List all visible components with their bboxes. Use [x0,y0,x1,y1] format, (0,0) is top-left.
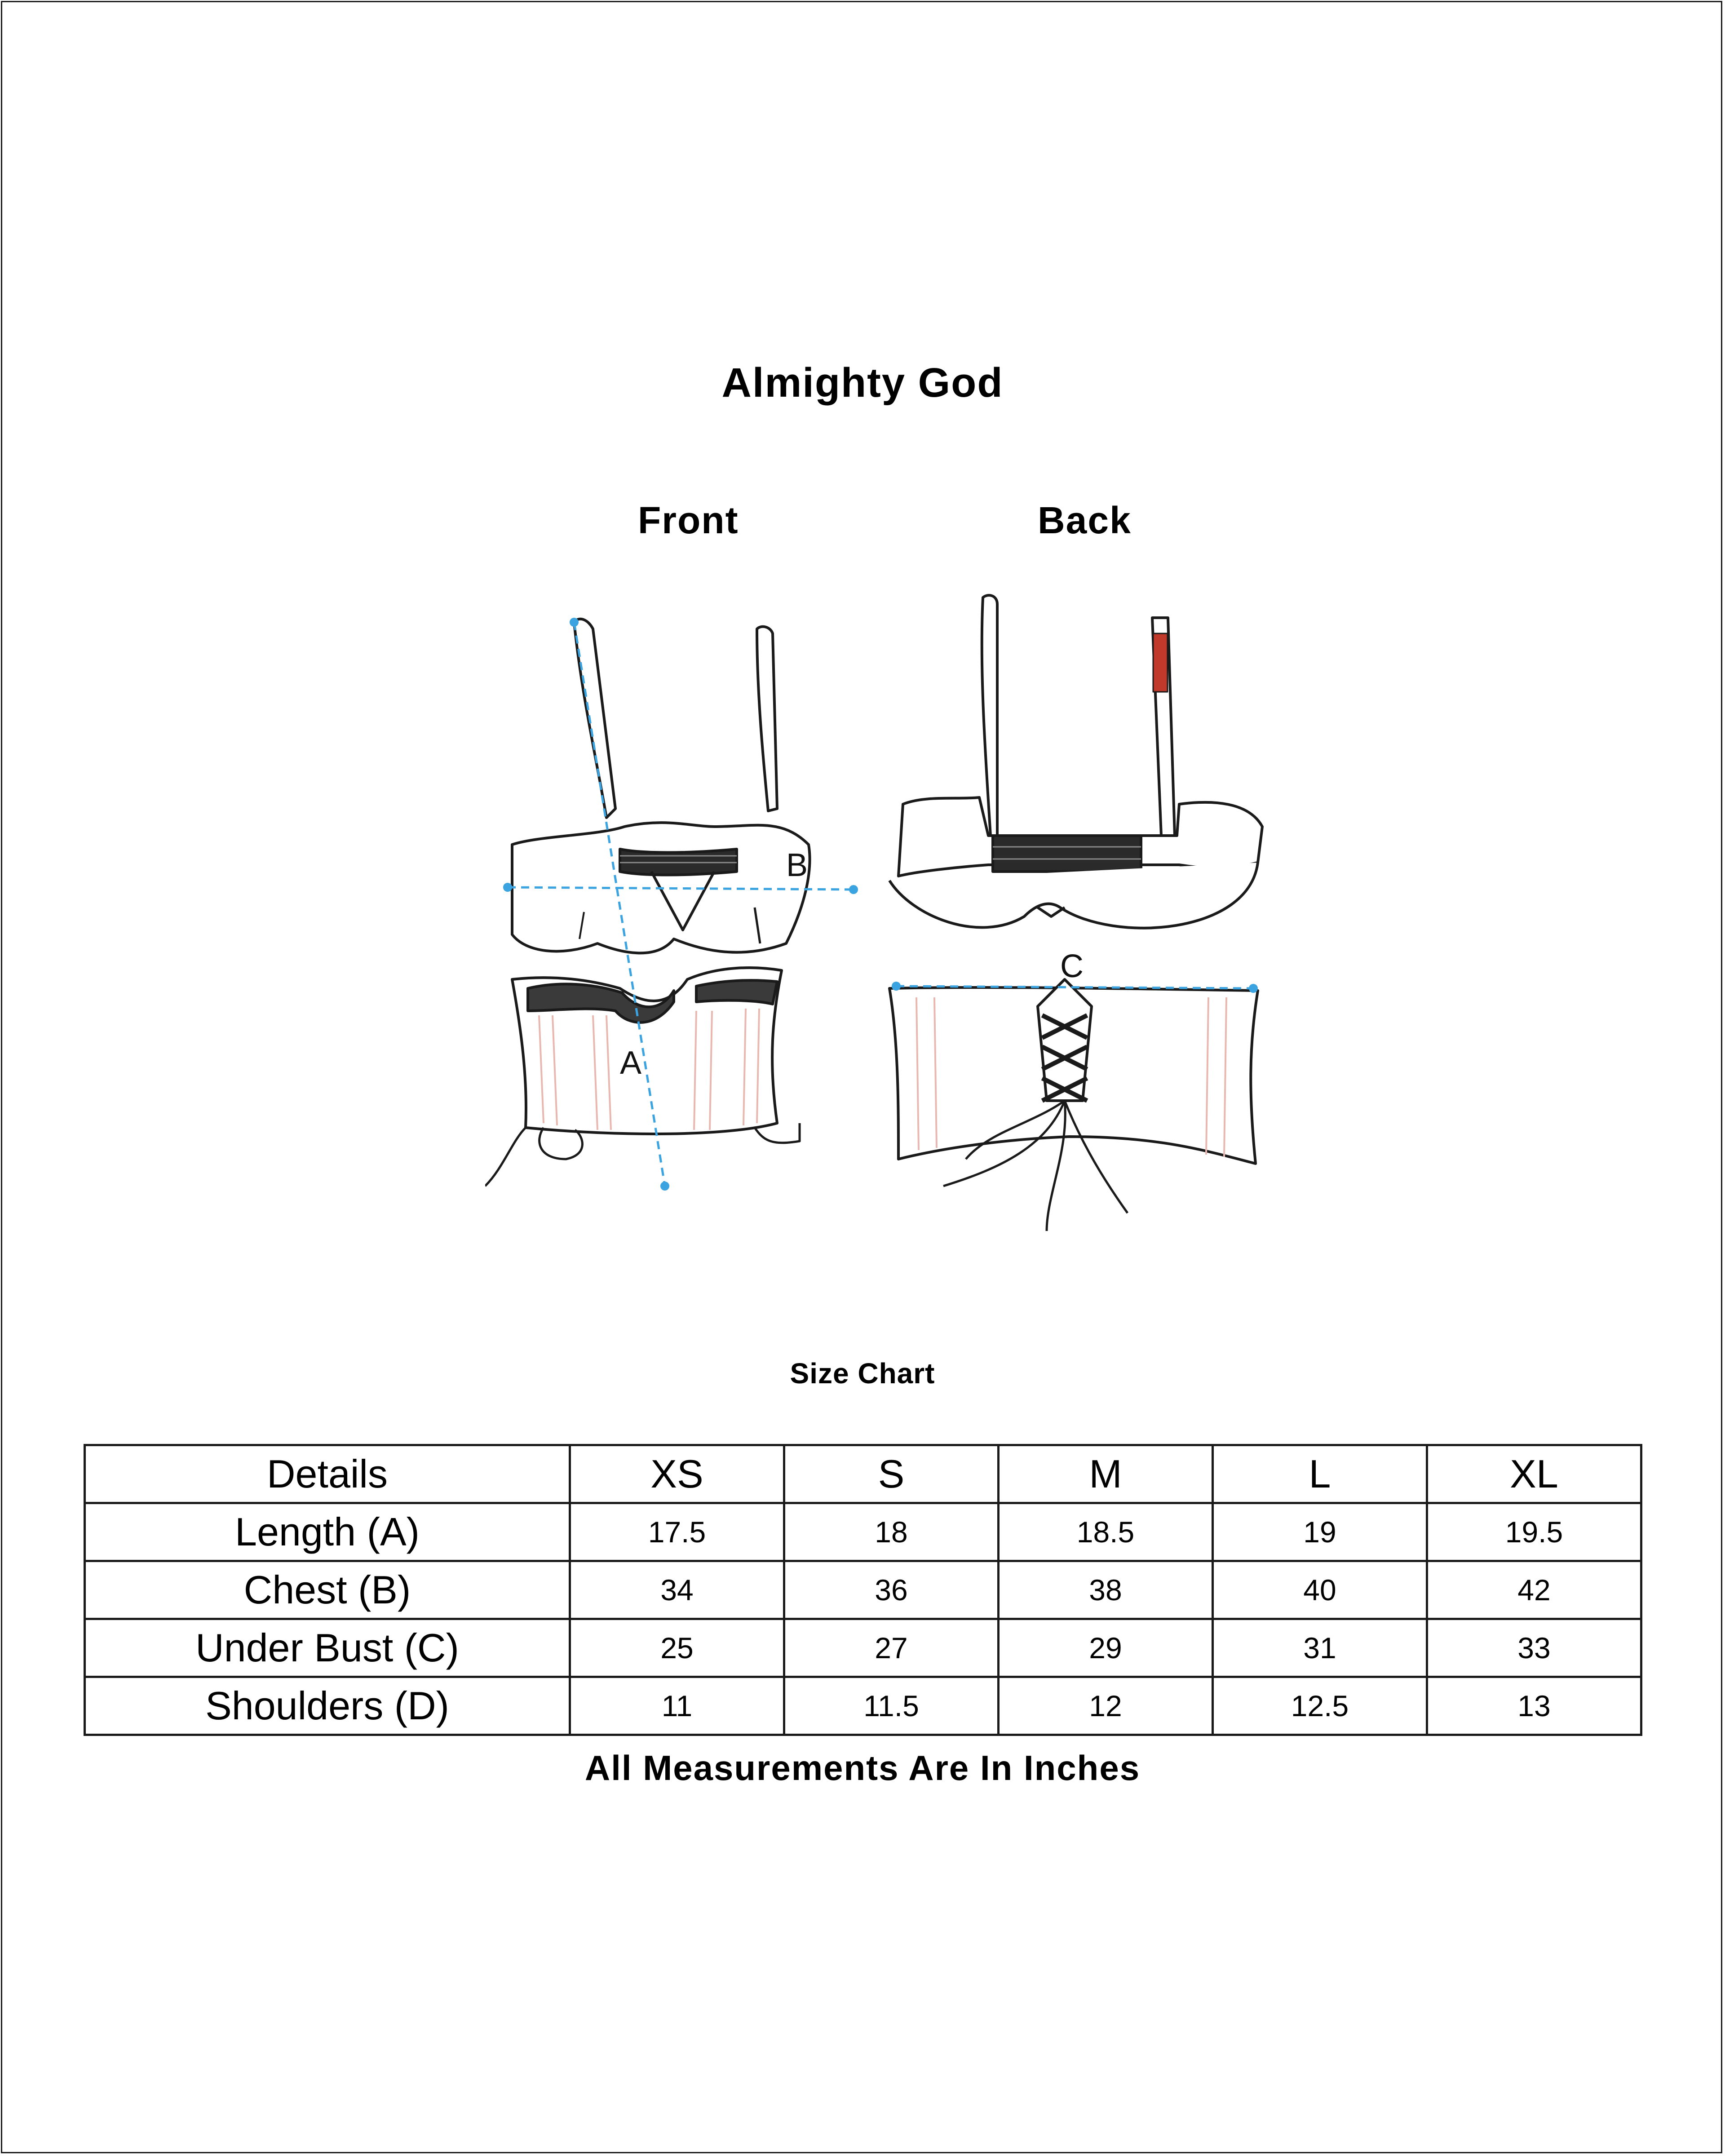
row-label: Under Bust (C) [85,1619,570,1677]
front-view-label: Front [638,499,739,541]
header-xs: XS [570,1445,784,1503]
header-xl: XL [1427,1445,1641,1503]
table-cell: 33 [1427,1619,1641,1677]
row-label: Chest (B) [85,1561,570,1619]
header-s: S [784,1445,999,1503]
table-cell: 31 [1213,1619,1427,1677]
table-header-row [85,1445,1641,1503]
table-cell: 12.5 [1213,1677,1427,1735]
row-label: Length (A) [85,1503,570,1561]
table-cell: 40 [1213,1561,1427,1619]
size-chart-caption: Size Chart [790,1357,935,1390]
table-cell: 11 [570,1677,784,1735]
page-title: Almighty God [721,360,1004,406]
marker-c: C [1060,948,1084,984]
table-cell: 18 [784,1503,999,1561]
table-cell: 25 [570,1619,784,1677]
table-cell: 36 [784,1561,999,1619]
table-cell: 19.5 [1427,1503,1641,1561]
back-garment-drawing [889,595,1262,1231]
table-row [85,1677,1641,1735]
units-note: All Measurements Are In Inches [584,1748,1141,1788]
size-table [84,1444,1642,1736]
row-label: Shoulders (D) [85,1677,570,1735]
header-m: M [999,1445,1213,1503]
table-cell: 11.5 [784,1677,999,1735]
table-cell: 18.5 [999,1503,1213,1561]
front-garment-drawing [485,619,810,1186]
brand-tag [1153,633,1168,692]
marker-b: B [786,847,808,883]
table-row [85,1619,1641,1677]
garment-illustration [485,584,1307,1303]
table-cell: 34 [570,1561,784,1619]
table-row [85,1561,1641,1619]
table-cell: 42 [1427,1561,1641,1619]
table-cell: 38 [999,1561,1213,1619]
marker-a: A [620,1045,642,1081]
back-view-label: Back [1038,499,1132,541]
table-cell: 12 [999,1677,1213,1735]
header-details: Details [85,1445,570,1503]
table-cell: 19 [1213,1503,1427,1561]
table-cell: 29 [999,1619,1213,1677]
table-cell: 13 [1427,1677,1641,1735]
table-cell: 17.5 [570,1503,784,1561]
table-row [85,1503,1641,1561]
header-l: L [1213,1445,1427,1503]
table-cell: 27 [784,1619,999,1677]
